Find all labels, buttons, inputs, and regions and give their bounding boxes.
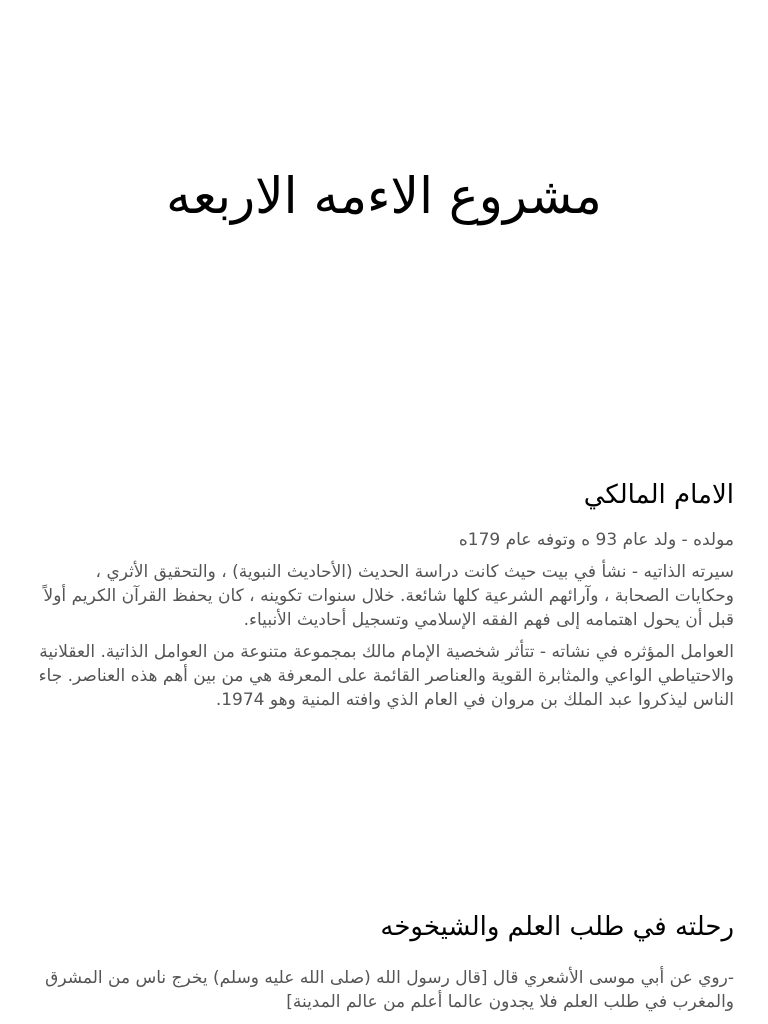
paragraph-birth: مولده - ولد عام 93 ه وتوفه عام 179ه [458,530,734,550]
paragraph-biography: سيرته الذاتيه - نشأ في بيت حيث كانت دراسة الحديث (الأحاديث النبوية) ، والتحقيق الأثري ، وحكايات الصحابة ، وآرائهم الشرعية كلها شائعة. خلال سنوات تكوينه ، كان يحفظ القرآن الكريم أولاً قبل أن يحول اهتمامه إلى فهم الفقه الإسلامي وتسجيل أحاديث الأنبياء. [43,562,734,630]
paragraph-influences: العوامل المؤثره في نشاته - تتأثر شخصية الإمام مالك بمجموعة متنوعة من العوامل الذاتية. العقلانية والاحتياطي الواعي والمثابرة القوية والعناصر القائمة على المعرفة هي من بين أهم هذه العناصر. جاء الناس ليذكروا عبد الملك بن مروان في العام الذي وافته المنية وهو 1974. [38,642,734,710]
paragraph-hadith: -روي عن أبي موسى الأشعري قال [قال رسول الله (صلى الله عليه وسلم) يخرج ناس من المشرق والمغرب في طلب العلم فلا يجدون عالما أعلم من عالم المدينة] [45,968,734,1012]
section-imam-malik [32,478,734,720]
section-heading: الامام المالكي [583,480,734,510]
document-title: مشروع الاءمه الاربعه [166,167,602,225]
section-journey [32,910,734,1022]
section-heading: رحلته في طلب العلم والشيخوخه [380,912,734,942]
